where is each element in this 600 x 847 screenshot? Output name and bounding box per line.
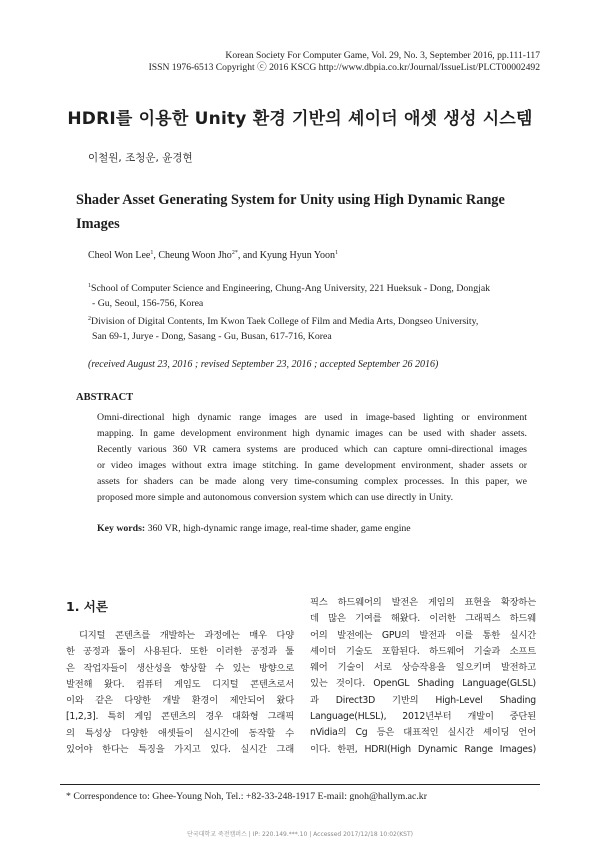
keywords-text: 360 VR, high-dynamic range image, real-time shader, game engine	[145, 523, 411, 534]
keywords	[97, 523, 411, 534]
body-line: 있는 것이다. OpenGL Shading Language(GLSL)	[310, 678, 536, 690]
title-english-line: Images	[76, 216, 120, 232]
body-line: 한 공정과 툴이 사용된다. 또한 이러한 공정과 툴	[66, 646, 294, 658]
affiliation-item	[88, 314, 528, 344]
affiliation-text: School of Computer Science and Engineering, Chung-Ang University, 221 Hueksuk - Dong, Dongjak	[91, 283, 491, 294]
author-separator: , and	[237, 250, 260, 261]
affiliation-item	[88, 281, 528, 311]
affiliation-line	[88, 281, 528, 296]
body-line: 과 Direct3D 기반의 High-Level Shading	[310, 694, 536, 706]
body-line: 발전해 왔다. 컴퓨터 게임도 디지털 콘텐츠로서	[66, 678, 294, 690]
title-korean: HDRI를 이용한 Unity 환경 기반의 셰이더 애셋 생성 시스템	[67, 109, 533, 129]
affiliation-text: Division of Digital Contents, Im Kwon Taek College of Film and Media Arts, Dongseo University,	[91, 316, 479, 327]
affiliation-line: - Gu, Seoul, 156-756, Korea	[92, 298, 204, 309]
affiliation-line: San 69-1, Jurye - Dong, Sasang - Gu, Busan, 617-716, Korea	[92, 331, 332, 342]
body-line: 셰이더 기술도 포함된다. 하드웨어 기술과 소프트	[310, 645, 536, 657]
body-line: 어의 발전에는 GPU의 발전과 이를 통한 실시간	[310, 629, 536, 641]
right-column	[310, 595, 536, 758]
body-line: 의 특성상 다양한 애셋들이 실시간에 동작할 수	[66, 727, 294, 739]
section-heading: 1. 서론	[66, 599, 108, 614]
author-separator: ,	[153, 250, 159, 261]
footnote: * Correspondence to: Ghee-Young Noh, Tel.: +82-33-248-1917 E-mail: gnoh@hallym.ac.kr	[66, 791, 427, 802]
author-affiliation-mark: 1	[150, 250, 154, 256]
author-affiliation-mark: 2*	[231, 250, 238, 256]
body-line: 픽스 하드웨어의 발전은 게임의 표현을 확장하는	[310, 597, 536, 608]
body-line: 이와 같은 다양한 개발 환경이 제안되어 왔다	[66, 695, 294, 707]
body-line: 웨어 기술이 서로 상승작용을 일으키며 발전하고	[310, 662, 536, 674]
body-line: 이다. 한편, HDRI(High Dynamic Range Images)	[310, 743, 536, 755]
abstract-body	[97, 410, 527, 505]
abstract-line: mapping. In game development environment high dynamic images can be used with shader assets.	[97, 427, 527, 439]
author-name: Cheol Won Lee	[88, 250, 151, 261]
body-line: Language(HLSL), 2012년부터 개발이 중단된	[310, 711, 536, 723]
authors-korean: 이철원, 조청운, 윤경현	[88, 152, 193, 164]
affiliation-line	[88, 314, 528, 329]
affiliations	[88, 281, 528, 344]
journal-issn: ISSN 1976-6513 Copyright ⓒ 2016 KSCG http://www.dbpia.co.kr/Journal/IssueList/PLCT00002492	[148, 62, 540, 73]
abstract-line: proposed more simple and autonomous conversion system which can use directly in Unity.	[97, 491, 454, 503]
abstract-line: Omni-directional high dynamic range images are used in image-based lighting or environment	[97, 412, 527, 423]
body-line: 데 많은 기여를 해왔다. 이러한 그래픽스 하드웨	[310, 613, 536, 625]
affiliation-mark: 2	[88, 316, 91, 322]
affiliation-mark: 1	[88, 283, 91, 289]
body-line: [1,2,3]. 특히 게임 콘텐츠의 경우 대화형 그래픽	[66, 711, 294, 723]
download-watermark: 단국대학교 죽전캠퍼스 | IP: 220.149.***.10 | Accessed 2017/12/18 10:02(KST)	[187, 831, 413, 838]
title-english-line: Shader Asset Generating System for Unity using High Dynamic Range	[76, 192, 505, 208]
body-line: 있어야 한다는 특징을 가지고 있다. 실시간 그래	[66, 744, 294, 756]
authors-english	[88, 250, 338, 261]
author-affiliation-mark: 1	[335, 250, 339, 256]
abstract-line: Recently various 360 VR camera systems are produced which can capture omni-directional images	[97, 443, 527, 455]
body-line: 은 작업자들이 생산성을 향상할 수 있는 방향으로	[66, 662, 294, 674]
abstract-line: assets for shaders can be made along very time-consuming complex processes. In this paper, we	[97, 475, 527, 487]
author-name: Kyung Hyun Yoon	[259, 250, 336, 261]
author-name: Cheung Woon Jho	[158, 250, 232, 261]
body-line: nVidia의 Cg 등은 대표적인 실시간 셰이딩 언어	[310, 727, 536, 739]
abstract-heading: ABSTRACT	[76, 392, 134, 403]
abstract-line: or video images without extra image stitching. In game development environment, shader assets or	[97, 459, 527, 471]
received-dates: (received August 23, 2016 ; revised September 23, 2016 ; accepted September 26 2016)	[88, 359, 439, 370]
footnote-divider	[60, 784, 540, 785]
keywords-label: Key words:	[97, 523, 146, 534]
journal-citation: Korean Society For Computer Game, Vol. 29, No. 3, September 2016, pp.111-117	[225, 50, 540, 61]
body-line: 디지털 콘텐츠를 개발하는 과정에는 매우 다양	[79, 630, 294, 641]
title-english	[76, 188, 505, 236]
left-column	[66, 628, 294, 758]
